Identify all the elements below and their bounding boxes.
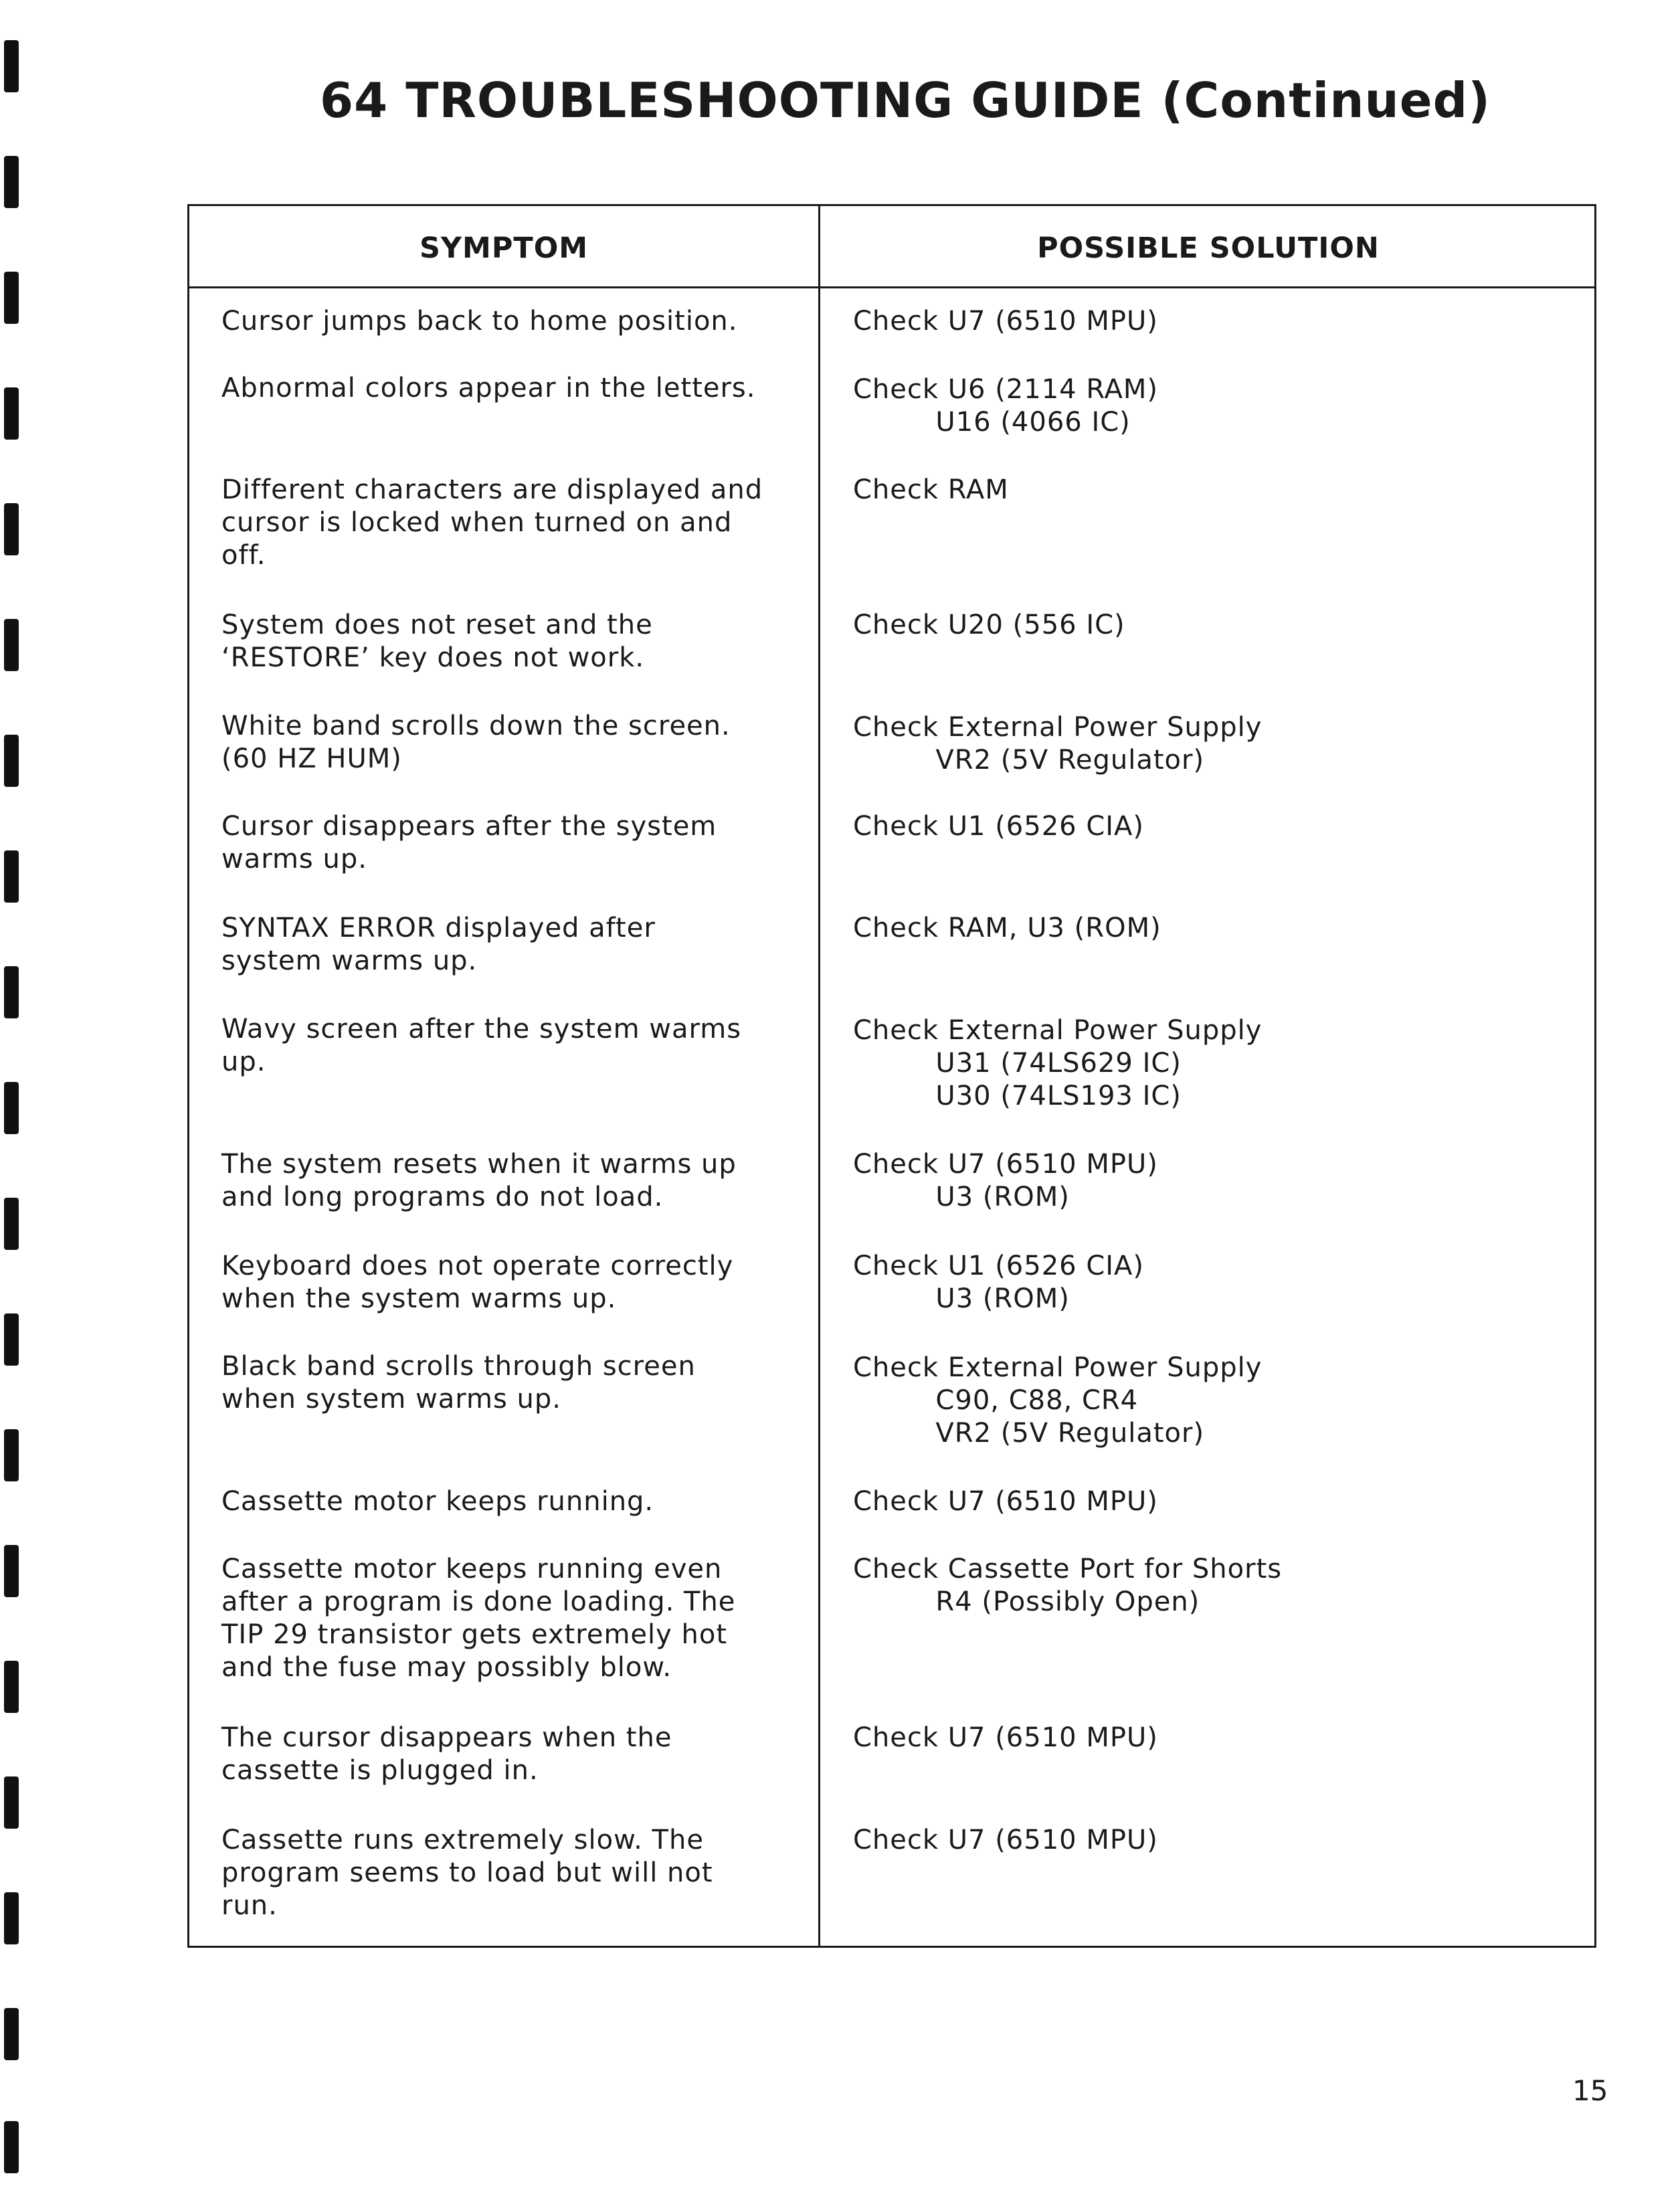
binding-hole [4,619,19,671]
solution-cell: Check U6 (2114 RAM) U16 (4066 IC) [853,374,1158,438]
solution-cell: Check U1 (6526 CIA) U3 (ROM) [853,1251,1145,1314]
symptom-cell: Keyboard does not operate correctly when the system warms up. [221,1251,734,1314]
troubleshooting-table [187,204,1596,1948]
solution-cell: Check RAM [853,474,1009,505]
symptom-cell: Wavy screen after the system warms up. [221,1014,742,1077]
page-number: 15 [1572,2074,1608,2107]
binding-hole [4,1776,19,1829]
symptom-cell: Cassette motor keeps running even after a program is done loading. The TIP 29 transistor gets extremely hot and the fuse may possibly blow. [221,1554,736,1683]
binding-hole [4,387,19,440]
symptom-cell: The cursor disappears when the cassette is plugged in. [221,1722,672,1786]
binding-hole [4,156,19,208]
solution-cell: Check U7 (6510 MPU) [853,1722,1158,1753]
binding-hole [4,1892,19,1944]
symptom-cell: Abnormal colors appear in the letters. [221,373,756,403]
binding-hole [4,272,19,324]
solution-cell: Check U7 (6510 MPU) [853,306,1158,337]
binding-hole [4,850,19,903]
binding-hole [4,1198,19,1250]
column-divider [818,206,820,1946]
symptom-cell: Cassette motor keeps running. [221,1486,654,1517]
symptom-cell: The system resets when it warms up and long programs do not load. [221,1149,737,1212]
binding-hole [4,503,19,555]
solution-cell: Check RAM, U3 (ROM) [853,913,1161,943]
binding-hole [4,1313,19,1366]
header-divider [189,286,1594,288]
solution-cell: Check Cassette Port for Shorts R4 (Possibly Open) [853,1554,1283,1617]
page-title: 64 TROUBLESHOOTING GUIDE (Continued) [320,72,1491,128]
symptom-cell: Cursor jumps back to home position. [221,306,738,337]
symptom-cell: Cursor disappears after the system warms up. [221,811,717,875]
binding-hole [4,2121,19,2173]
solution-cell: Check U20 (556 IC) [853,610,1125,640]
binding-hole [4,40,19,92]
binding-hole [4,1661,19,1713]
binding-hole [4,735,19,787]
binding-holes [0,0,27,2192]
solution-cell: Check External Power Supply C90, C88, CR4 VR2 (5V Regulator) [853,1352,1263,1449]
binding-hole [4,2008,19,2060]
symptom-cell: White band scrolls down the screen. (60 HZ HUM) [221,711,731,774]
symptom-cell: SYNTAX ERROR displayed after system warms up. [221,913,656,976]
symptom-cell: Different characters are displayed and cursor is locked when turned on and off. [221,474,763,571]
solution-column-header: POSSIBLE SOLUTION [1037,232,1380,265]
symptom-cell: Black band scrolls through screen when system warms up. [221,1351,696,1414]
symptom-cell: Cassette runs extremely slow. The program seems to load but will not run. [221,1825,713,1921]
binding-hole [4,966,19,1018]
solution-cell: Check U7 (6510 MPU) [853,1486,1158,1517]
solution-cell: Check U1 (6526 CIA) [853,811,1145,842]
binding-hole [4,1082,19,1134]
symptom-cell: System does not reset and the ‘RESTORE’ key does not work. [221,610,653,673]
binding-hole [4,1545,19,1597]
solution-cell: Check U7 (6510 MPU) U3 (ROM) [853,1149,1158,1212]
solution-cell: Check External Power Supply U31 (74LS629 IC) U30 (74LS193 IC) [853,1015,1263,1111]
solution-cell: Check External Power Supply VR2 (5V Regulator) [853,712,1263,775]
symptom-column-header: SYMPTOM [419,232,589,265]
solution-cell: Check U7 (6510 MPU) [853,1825,1158,1855]
binding-hole [4,1429,19,1481]
